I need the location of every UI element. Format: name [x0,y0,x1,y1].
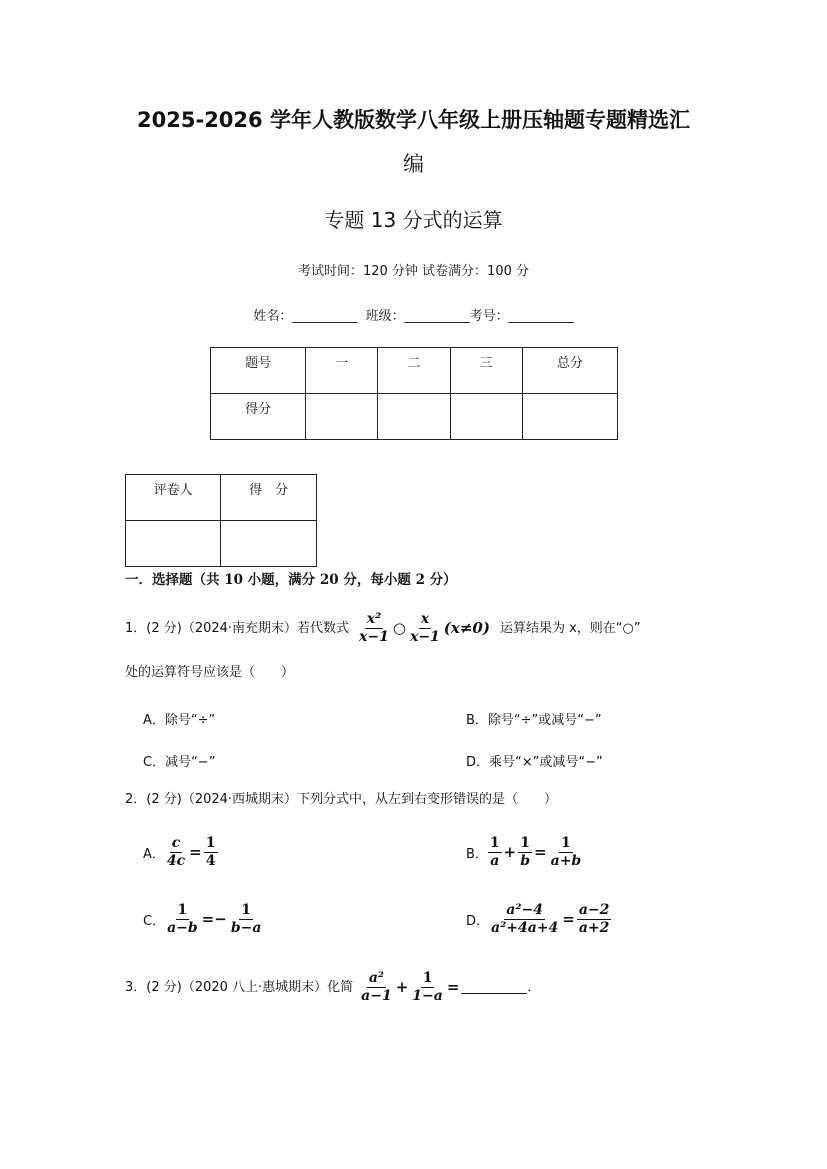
plus-sign: + [503,843,517,862]
q3-prefix: 3．(2 分)（2020 八上·惠城期末）化简 [125,979,354,995]
fraction-numerator: 1 [489,835,500,851]
q2b-fraction-1 [488,836,502,868]
q2d-fraction-left [489,903,560,935]
q2a-fraction-right [204,836,218,868]
class-blank[interactable]: __________ [404,309,470,324]
fraction-numerator: a²−4 [506,902,543,918]
q2-option-b-label: B． [466,846,488,862]
q1-fraction-2 [408,612,442,644]
grader-cell[interactable] [126,521,221,567]
q3-answer-blank[interactable] [461,981,527,994]
fraction-denominator: a²+4a+4 [491,919,559,936]
q1-option-d[interactable]: D．乘号“×”或减号“−” [466,755,603,770]
fraction-denominator: a [490,852,500,869]
plus-sign: + [395,977,409,996]
q2-option-a-label: A． [143,846,165,862]
doc-subtitle: 专题 13 分式的运算 [324,208,503,232]
fraction-denominator: b [520,852,531,869]
exam-info: 考试时间：120 分钟 试卷满分：100 分 [297,264,530,279]
q2d-fraction-right [577,903,612,935]
q2-option-c[interactable] [143,903,263,935]
q1-circle-operator: ○ [392,618,406,637]
q2-option-c-label: C． [143,913,166,929]
score-header-cell: 二 [378,348,450,394]
fraction-denominator: 4 [205,852,216,869]
grader-score-cell[interactable] [221,521,317,567]
q3-period: ． [527,979,541,995]
q2b-fraction-2 [518,836,532,868]
score-header-cell: 一 [306,348,378,394]
score-cell[interactable] [378,394,450,440]
q2b-fraction-3 [549,836,584,868]
fraction-numerator: 1 [422,970,433,986]
doc-title-line2: 编 [403,152,424,176]
score-cell[interactable] [450,394,522,440]
q1-suffix: 运算结果为 x，则在“○” [499,620,641,636]
class-label: 班级： [365,309,405,324]
name-blank[interactable]: __________ [292,309,358,324]
fraction-numerator: 1 [561,835,571,851]
q1-prefix: 1．(2 分)（2024·南充期末）若代数式 [125,620,350,636]
equals-sign: = [562,910,575,929]
q1-frac1-numerator: x² [366,611,382,627]
equals-negative-sign: =− [201,910,227,929]
q1-frac2-denominator: x−1 [409,628,440,645]
q1-condition: (x≠0) [443,618,490,637]
fraction-numerator: 1 [241,902,251,918]
fraction-denominator: 1−a [412,987,443,1004]
question-3 [125,971,540,1003]
q2c-fraction-left [165,903,200,935]
id-label: 考号： [469,309,509,324]
score-cell[interactable] [306,394,378,440]
score-header-cell: 题号 [211,348,306,394]
q2-option-b[interactable] [466,836,583,868]
fraction-denominator: a−1 [361,987,392,1004]
equals-sign: = [534,843,547,862]
q3-fraction-1 [359,971,394,1003]
q1-option-c[interactable]: C．减号“−” [143,755,216,770]
fraction-denominator: a+b [550,852,582,869]
fraction-denominator: 4c [166,852,186,869]
grader-header: 评卷人 [126,475,221,521]
section-heading: 一．选择题（共 10 小题，满分 20 分，每小题 2 分） [125,572,457,588]
fraction-numerator: 1 [177,902,188,918]
question-1 [125,612,641,644]
grader-table [125,474,317,567]
fraction-numerator: 1 [520,835,531,851]
fraction-numerator: 1 [205,835,216,851]
question-2: 2．(2 分)（2024·西城期末）下列分式中，从左到右变形错误的是（ ） [125,792,558,807]
q2a-fraction-left [165,836,187,868]
grader-score-header: 得 分 [221,475,317,521]
doc-title-line1: 2025-2026 学年人教版数学八年级上册压轴题专题精选汇 [137,108,690,132]
fraction-denominator: a+2 [578,919,610,936]
q1-option-a[interactable]: A．除号“÷” [143,713,216,728]
q1-frac2-numerator: x [420,611,430,627]
q1-line2: 处的运算符号应该是（ ） [125,665,295,680]
equals-sign: = [446,977,460,996]
name-label: 姓名： [253,309,293,324]
q1-option-b[interactable]: B．除号“÷”或减号“−” [466,713,602,728]
equals-sign: = [189,843,202,862]
score-row-label: 得分 [211,394,306,440]
q1-frac1-denominator: x−1 [359,628,389,645]
fraction-numerator: c [171,835,181,851]
fraction-denominator: b−a [230,919,262,936]
id-blank[interactable]: __________ [508,309,574,324]
fraction-numerator: a−2 [578,902,610,918]
q2c-fraction-right [229,903,264,935]
q1-fraction-1 [357,612,391,644]
q2-option-d[interactable] [466,903,611,935]
q3-fraction-2 [410,971,445,1003]
score-header-cell: 三 [450,348,522,394]
student-info-row [0,305,827,324]
q2-option-a[interactable] [143,836,218,868]
score-cell[interactable] [522,394,617,440]
fraction-numerator: a² [368,970,385,986]
score-table [210,347,618,440]
score-header-cell: 总分 [522,348,617,394]
fraction-denominator: a−b [167,919,198,936]
q2-option-d-label: D． [466,913,490,929]
